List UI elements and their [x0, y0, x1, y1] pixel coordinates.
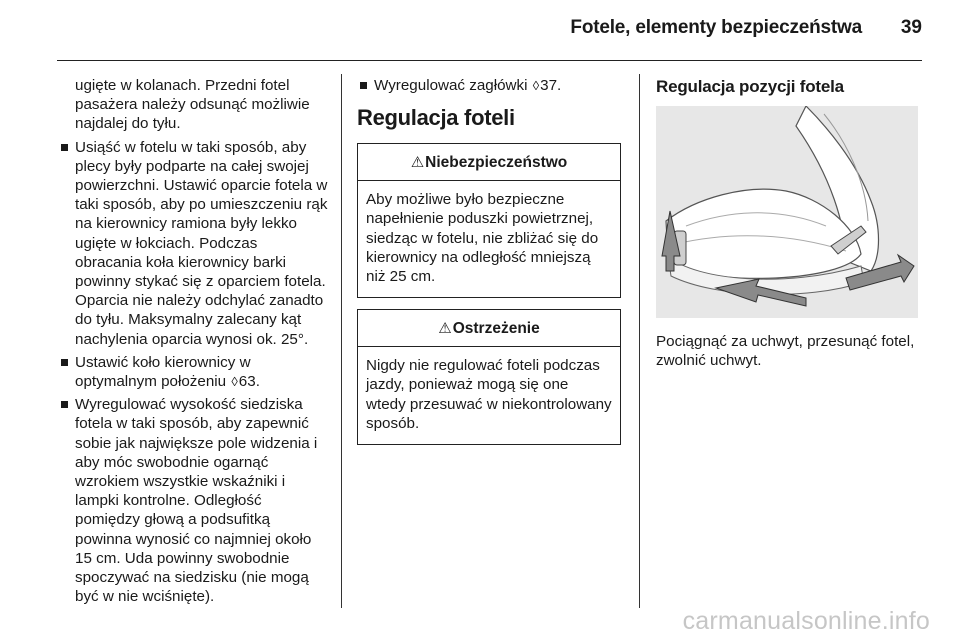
warning-header: [358, 310, 620, 347]
header-title: Fotele, elementy bezpieczeństwa: [570, 17, 862, 38]
page-ref-icon[interactable]: ◊: [532, 78, 540, 93]
column-divider-2: [639, 74, 640, 608]
bullet-text: Ustawić koło kierownicy w optymalnym położeniu: [75, 353, 251, 391]
bullet-square-icon: [61, 401, 68, 408]
bullet-item: [58, 138, 328, 349]
column-1: [58, 76, 328, 610]
column-3: [656, 76, 922, 370]
warning-triangle-icon: ⚠: [410, 153, 425, 171]
bullet-text: Wyregulować zagłówki: [374, 77, 528, 94]
warning-box: [357, 309, 621, 445]
warning-triangle-icon: ⚠: [438, 319, 452, 337]
warning-title: Ostrzeżenie: [452, 319, 540, 337]
page-ref-link[interactable]: 63.: [238, 373, 260, 391]
bullet-square-icon: [360, 82, 367, 89]
figure-caption: Pociągnąć za uchwyt, przesunąć fotel, zwolnić uchwyt.: [656, 333, 915, 370]
bullet-text: Usiąść w fotelu w taki sposób, aby plecy były podparte na całej swojej powierzchni. Ustawić oparcie fotela w taki sposób, aby po umieszczeniu rąk na kierownicy ramiona były lekko ugięte w łokciach. Podczas obracania koła kierownicy barki powinny stykać się z oparciem fotela. Oparcia nie należy odchylać zanadto do tyłu. Maksymalny zalecany kąt nachylenia oparcia wynosi ok. 25°.: [75, 138, 328, 348]
page-header: [0, 0, 960, 62]
bullet-square-icon: [61, 144, 68, 151]
page-ref-icon[interactable]: ◊: [231, 374, 238, 390]
danger-title: Niebezpieczeństwo: [425, 153, 568, 171]
bullet-square-icon: [61, 359, 68, 366]
section-title: Regulacja foteli: [357, 105, 515, 131]
subsection-title: Regulacja pozycji fotela: [656, 77, 844, 96]
bullet-text: Wyregulować wysokość siedziska fotela w taki sposób, aby zapewnić sobie jak największe pole widzenia i aby móc swobodnie ogarnąć wzrokiem wszystkie wskaźniki i lampki kontrolne. Odległość pomiędzy głową a podsufitką powinna wynosić co najmniej około 15 cm. Uda powinny swobodnie spoczywać na siedzisku (nie mogą być w nie wciśnięte).: [75, 396, 318, 606]
column-2: [357, 76, 623, 456]
warning-body: Nigdy nie regulować foteli podczas jazdy, ponieważ mogą się one wtedy przesuwać w niekontrolowany sposób.: [366, 357, 612, 432]
page-number: 39: [900, 17, 922, 38]
seat-adjustment-illustration: [656, 106, 918, 318]
danger-box: [357, 143, 621, 298]
continuation-text: ugięte w kolanach. Przedni fotel pasażera należy odsunąć możliwie najdalej do tyłu.: [75, 77, 310, 133]
bullet-item: [357, 76, 623, 95]
watermark: carmanualsonline.info: [682, 607, 930, 635]
danger-header: [358, 144, 620, 181]
danger-body: Aby możliwe było bezpieczne napełnienie poduszki powietrznej, siedząc w fotelu, nie zbliżać się do kierownicy na odległość mniejszą niż 25 cm.: [366, 191, 599, 286]
bullet-item: [58, 353, 328, 391]
page-ref-link[interactable]: 37.: [540, 77, 562, 94]
bullet-item: [58, 395, 328, 606]
column-divider-1: [341, 74, 342, 608]
header-rule: [57, 60, 922, 61]
